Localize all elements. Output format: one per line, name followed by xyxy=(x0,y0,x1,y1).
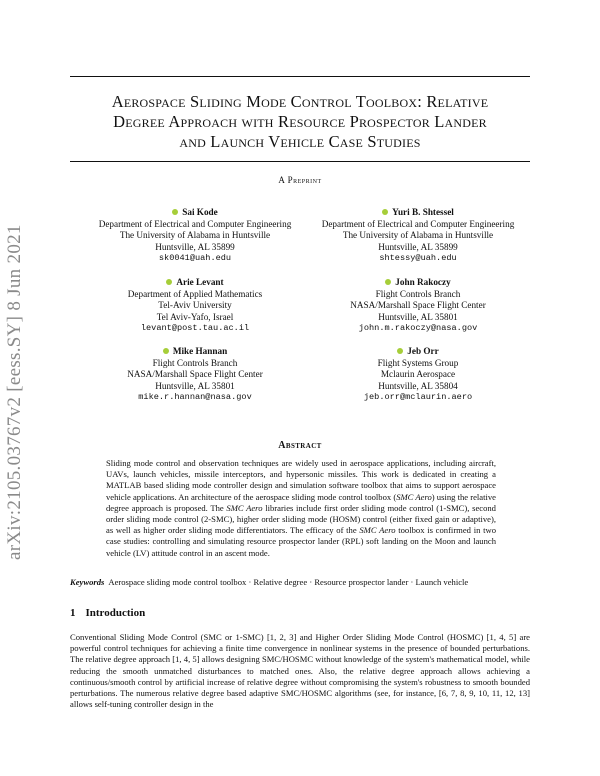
author-name: Yuri B. Shtessel xyxy=(392,207,454,217)
preprint-label: A Preprint xyxy=(278,175,322,185)
author-block-kode xyxy=(75,207,315,265)
author-email[interactable]: john.m.rakoczy@nasa.gov xyxy=(358,323,478,333)
author-address: Tel Aviv-Yafo, Israel xyxy=(156,311,234,322)
orcid-icon[interactable] xyxy=(172,209,178,215)
author-affiliation: Department of Electrical and Computer Engineering xyxy=(321,218,515,229)
arxiv-side-stamp: arXiv:2105.03767v2 [eess.SY] 8 Jun 2021 xyxy=(4,224,25,560)
toolbox-name: SMC Aero xyxy=(359,525,396,536)
author-name: Jeb Orr xyxy=(407,346,439,356)
author-address: Huntsville, AL 35899 xyxy=(378,241,458,252)
author-block-shtessel xyxy=(298,207,538,265)
author-affiliation: Tel-Aviv University xyxy=(158,300,232,310)
author-email[interactable]: mike.r.hannan@nasa.gov xyxy=(138,392,252,402)
author-affiliation: The University of Alabama in Huntsville xyxy=(119,230,271,240)
author-address: Huntsville, AL 35801 xyxy=(155,380,235,391)
author-name: John Rakoczy xyxy=(395,277,451,287)
orcid-icon[interactable] xyxy=(166,279,172,285)
author-block-levant xyxy=(75,277,315,335)
author-email[interactable]: levant@post.tau.ac.il xyxy=(140,323,250,333)
author-email[interactable]: sk0041@uah.edu xyxy=(158,253,232,263)
orcid-icon[interactable] xyxy=(397,348,403,354)
author-affiliation: Flight Controls Branch xyxy=(152,357,238,368)
author-address: Huntsville, AL 35801 xyxy=(378,311,458,322)
orcid-icon[interactable] xyxy=(385,279,391,285)
author-affiliation: Mclaurin Aerospace xyxy=(380,369,456,379)
keywords xyxy=(70,577,530,588)
abstract-text: Sliding mode control and observation techniques are widely used in aerospace applications, including aircraft, UAVs, launch vehicles, missile interceptors, and hypersonic missiles. This work is dedicated in creating a MATLAB based sliding mode controller design and simulation software toolbox that aims to support aerospace vehicle applications. An architecture of the aerospace sliding mode control toolbox (SMC Aero) using the relative degree approach is proposed. The SMC Aero libraries include first order sliding mode control (1-SMC), second order sliding mode control (2-SMC), higher order sliding mode (HOSM) control (either fixed gain or adaptive), as well as higher order sliding mode differentiators. The efficacy of the SMC Aero toolbox is confirmed in two case studies: controlling and simulating resource prospector lander (RPL) soft landing on the Moon and launch vehicle (LV) attitude control in an ascent mode. xyxy=(106,458,496,558)
keywords-text: Aerospace sliding mode control toolbox · Relative degree · Resource prospector lander · Launch vehicle xyxy=(108,577,469,587)
author-affiliation: The University of Alabama in Huntsville xyxy=(342,230,494,240)
intro-paragraph: Conventional Sliding Mode Control (SMC or 1-SMC) [1, 2, 3] and Higher Order Sliding Mode Control (HOSMC) [1, 4, 5] are powerful control techniques for achieving a finite time convergence in nonlinear systems in the presence of bounded perturbations. The relative degree approach [1, 4, 5] allows designing SMC/HOSMC without knowledge of the system's mathematical model, while reducing the smooth unmatched disturbances to matched ones. Also, the relative degree approach allows achieving a continuous/smooth control by artificial increase of relative degree without compromising the system's robustness to smooth bounded perturbations. The numerous relative degree based adaptive SMC/HOSMC algorithms (see, for instance, [6, 7, 8, 9, 10, 11, 12, 13] allows self-tuning controller design in the xyxy=(70,632,530,710)
title-rule-bottom xyxy=(70,161,530,162)
title-rule-top xyxy=(70,76,530,77)
author-affiliation: Flight Systems Group xyxy=(377,357,459,368)
author-affiliation: Flight Controls Branch xyxy=(375,288,461,299)
section-title: Introduction xyxy=(85,607,146,619)
title-line-3: and Launch Vehicle Case Studies xyxy=(179,132,421,151)
author-affiliation: NASA/Marshall Space Flight Center xyxy=(127,369,263,379)
author-address: Huntsville, AL 35899 xyxy=(155,241,235,252)
orcid-icon[interactable] xyxy=(382,209,388,215)
keywords-label: Keywords xyxy=(70,577,105,587)
author-name: Sai Kode xyxy=(182,207,218,217)
paper-title xyxy=(60,92,540,152)
title-line-2: Degree Approach with Resource Prospector Lander xyxy=(113,112,487,131)
abstract-heading: Abstract xyxy=(278,440,322,451)
toolbox-name: SMC Aero xyxy=(226,502,263,513)
author-name: Arie Levant xyxy=(176,277,224,287)
author-name: Mike Hannan xyxy=(172,346,228,356)
title-line-1: Aerospace Sliding Mode Control Toolbox: Relative xyxy=(111,92,489,111)
author-address: Huntsville, AL 35804 xyxy=(378,380,458,391)
author-affiliation: Department of Electrical and Computer Engineering xyxy=(98,218,292,229)
toolbox-name: SMC Aero xyxy=(396,491,432,502)
author-affiliation: Department of Applied Mathematics xyxy=(127,288,263,299)
author-affiliation: NASA/Marshall Space Flight Center xyxy=(350,300,486,310)
section-number: 1 xyxy=(70,607,76,619)
author-email[interactable]: shtessy@uah.edu xyxy=(379,253,457,263)
orcid-icon[interactable] xyxy=(163,348,169,354)
section-heading xyxy=(70,607,145,619)
author-block-orr xyxy=(298,346,538,404)
author-block-rakoczy xyxy=(298,277,538,335)
author-email[interactable]: jeb.orr@mclaurin.aero xyxy=(363,392,473,402)
author-block-hannan xyxy=(75,346,315,404)
